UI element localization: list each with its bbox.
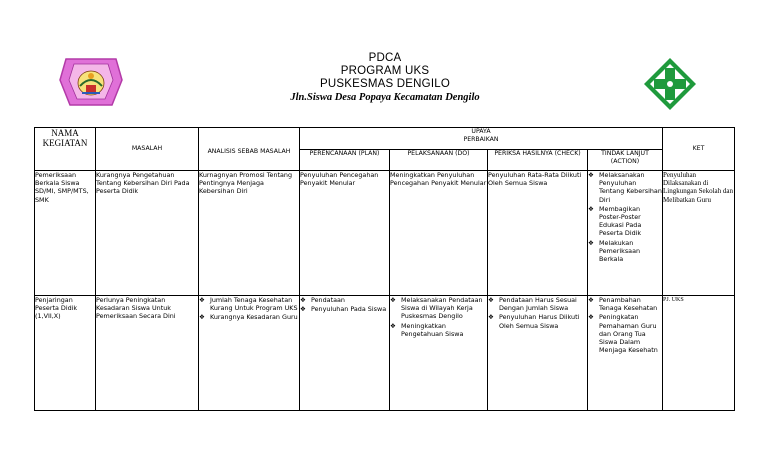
pdca-table [34, 127, 735, 411]
list-item [588, 296, 662, 312]
list-item [588, 239, 662, 264]
bullet-icon: ❖ [488, 313, 494, 322]
list-item [300, 296, 389, 304]
cell-pelaksanaan: Meningkatkan Penyuluhan Pencegahan Penyakit Menular [390, 171, 488, 296]
header-analisis: ANALISIS SEBAB MASALAH [199, 128, 300, 171]
bullet-icon: ❖ [390, 296, 396, 304]
list-item [588, 313, 662, 354]
header-upaya-group [300, 128, 663, 150]
list-item-text: Penyuluhan Pada Siswa [311, 305, 387, 314]
header-perbaikan: PERBAIKAN [463, 136, 499, 143]
list-item [488, 296, 587, 312]
cell-periksa [488, 296, 588, 411]
list-item-text: Penambahan Tenaga Kesehatan [599, 296, 658, 313]
header-periksa: PERIKSA HASILNYA (CHECK) [488, 150, 588, 171]
list-item-text: Melaksanakan Penyuluhan Tentang Kebersihan Diri [599, 171, 662, 204]
cell-perencanaan: Penyuluhan Pencegahan Penyakit Menular [300, 171, 390, 296]
program-title: PROGRAM UKS [340, 65, 430, 77]
list-item [488, 313, 587, 329]
list-item [199, 296, 299, 312]
header-perencanaan: PERENCANAAN (PLAN) [300, 150, 390, 171]
cell-tindak-lanjut [588, 296, 663, 411]
list-item [390, 322, 487, 338]
cell-pelaksanaan [390, 296, 488, 411]
bullet-icon: ❖ [300, 305, 306, 314]
bullet-icon: ❖ [390, 321, 396, 330]
list-item-text: Melakukan Pemeriksaan Berkala [599, 238, 641, 264]
header-pelaksanaan: PELAKSANAAN (DO) [390, 150, 488, 171]
bullet-icon: ❖ [588, 238, 594, 247]
bullet-icon: ❖ [588, 204, 594, 213]
list-item-text: Kurangnya Kesadaran Guru [210, 313, 298, 322]
list-item-text: Melaksanakan Pendataan Siswa di Wilayah Kerja Puskesmas Dengilo [401, 296, 483, 321]
list-item-text: Peningkatan Pemahaman Guru dan Orang Tua Siswa Dalam Menjaga Kesehatn [599, 313, 658, 355]
list-item-text: Penyuluhan Harus Diikuti Oleh Semua Siswa [499, 313, 580, 330]
list-item-text: Jumlah Tenaga Kesehatan Kurang Untuk Program UKS [210, 296, 298, 313]
header-ket: KET [663, 128, 735, 171]
bullet-icon: ❖ [588, 313, 594, 322]
header-tindak-lanjut: TINDAK LANJUT (ACTION) [588, 150, 663, 171]
list-item [390, 296, 487, 321]
kabupaten-emblem-icon [58, 56, 124, 108]
header-upaya: UPAYA [471, 128, 491, 135]
list-item-text: Meningkatkan Pengetahuan Siswa [401, 321, 464, 338]
cell-analisis [199, 296, 300, 411]
list-item-text: Pendataan Harus Sesuai Dengan Jumlah Siswa [499, 296, 577, 313]
cell-masalah: Kurangnya Pengetahuan Tentang Kebersihan Diri Pada Peserta Didik [96, 171, 199, 296]
table-row [35, 296, 735, 411]
bullet-icon: ❖ [199, 313, 205, 322]
header-nama-kegiatan: NAMA KEGIATAN [35, 128, 96, 171]
table-row [35, 171, 735, 296]
document-title-block [250, 52, 520, 105]
address-line: Jln.Siswa Desa Popaya Kecamatan Dengilo [290, 92, 480, 103]
bullet-icon: ❖ [588, 296, 594, 304]
puskesmas-title: PUSKESMAS DENGILO [320, 78, 450, 90]
cell-periksa: Penyuluhan Rata-Rata Diikuti Oleh Semua Siswa [488, 171, 588, 296]
cell-ket: Penyuluhan Dilaksanakan di Lingkungan Sekolah dan Melibatkan Guru [663, 171, 735, 296]
list-item [588, 205, 662, 238]
bullet-icon: ❖ [488, 296, 494, 304]
list-item [300, 305, 389, 313]
cell-tindak-lanjut [588, 171, 663, 296]
cell-nama-kegiatan: Penjaringan Peserta Didik (1,VII,X) [35, 296, 96, 411]
cell-analisis: Kurnagnyan Promosi Tentang Pentingnya Menjaga Kebersihan Diri [199, 171, 300, 296]
list-item [199, 313, 299, 321]
puskesmas-cross-icon [642, 56, 698, 112]
document-title: PDCA [368, 52, 402, 64]
header-masalah: MASALAH [96, 128, 199, 171]
cell-perencanaan [300, 296, 390, 411]
cell-masalah: Perlunya Peningkatan Kesadaran Siswa Untuk Pemeriksaan Secara Dini [96, 296, 199, 411]
list-item [588, 171, 662, 204]
bullet-icon: ❖ [588, 171, 594, 179]
page-header [0, 0, 768, 125]
list-item-text: Membagikan Poster-Poster Edukasi Pada Peserta Didik [599, 204, 642, 238]
bullet-icon: ❖ [300, 296, 306, 304]
list-item-text: Pendataan [311, 296, 345, 304]
cell-ket: PJ. UKS [663, 296, 735, 411]
cell-nama-kegiatan: Pemeriksaan Berkala Siswa SD/MI, SMP/MTS, SMK [35, 171, 96, 296]
bullet-icon: ❖ [199, 296, 205, 304]
